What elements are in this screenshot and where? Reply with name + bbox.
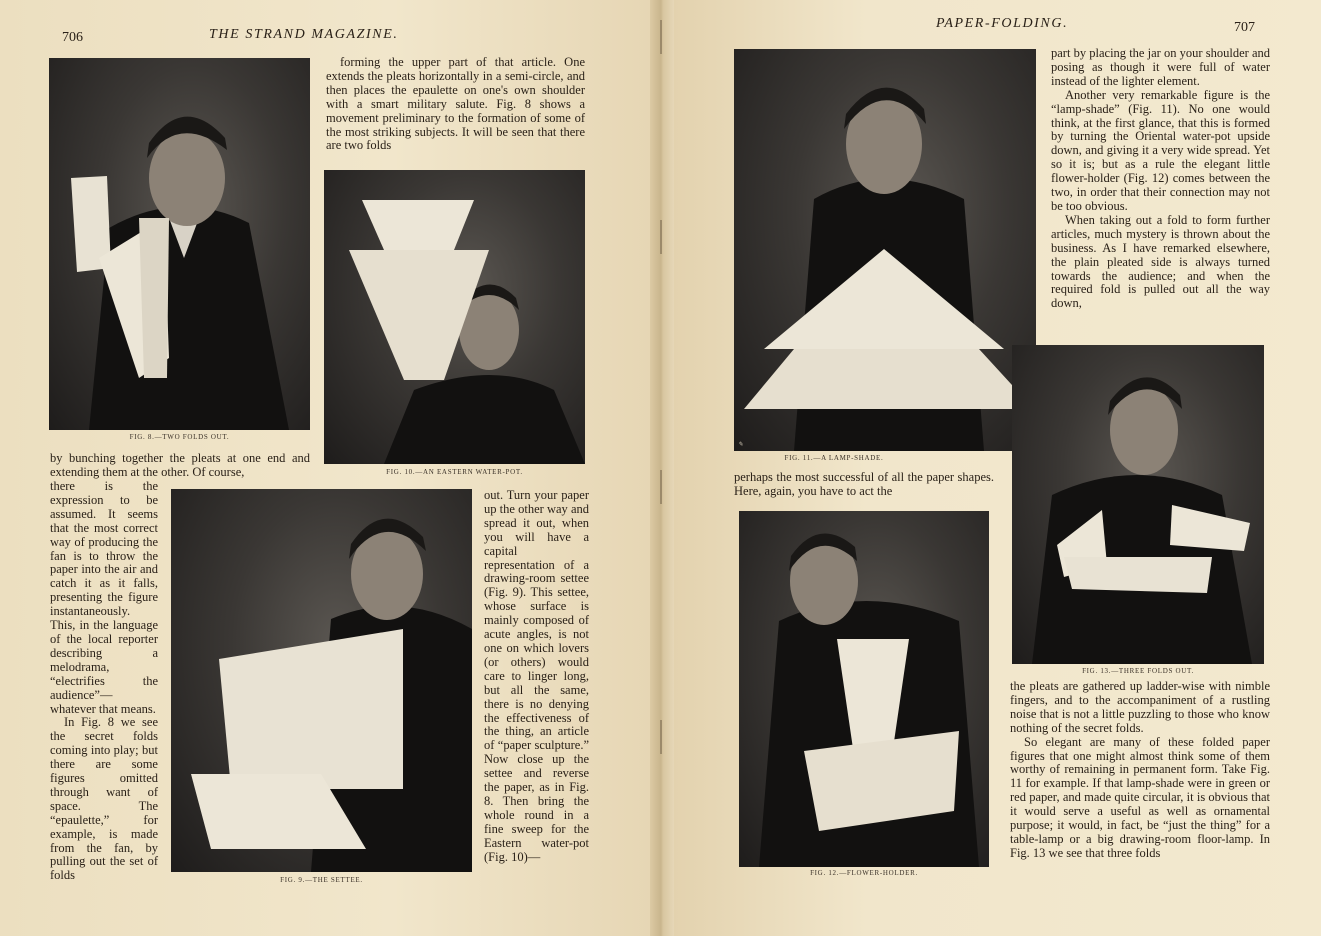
text-column xyxy=(1010,680,1270,861)
figure-10-illustration xyxy=(324,170,585,464)
running-head: THE STRAND MAGAZINE. xyxy=(209,27,399,42)
figure-13-illustration xyxy=(1012,345,1264,664)
paragraph: perhaps the most successful of all the paper shapes. Here, again, you have to act the xyxy=(734,470,994,498)
text-column xyxy=(326,56,585,153)
running-head: PAPER-FOLDING. xyxy=(936,16,1069,31)
figure-11-photo xyxy=(734,49,1036,451)
paragraph: In Fig. 8 we see the secret folds coming into play; but there are some figures omitted through want of space. The “epaulette,” for example, is made from the fan, by pulling out the set of folds xyxy=(50,715,158,883)
page-number: 706 xyxy=(62,30,83,45)
paragraph: the pleats are gathered up ladder-wise with nimble fingers, and to the accompaniment of a rustling noise that is not a little puzzling to those who know nothing of the secret folds. xyxy=(1010,679,1270,735)
paragraph: Another very remarkable figure is the “lamp-shade” (Fig. 11). No one would think, at the first glance, that this is formed by turning the Oriental water-pot upside down, and giving it a very wide spread. Yet so it is; but as a rule the elegant little flower-holder (Fig. 12) comes between the two, in order that their connection may not be too obvious. xyxy=(1051,87,1270,213)
page-number: 707 xyxy=(1234,20,1255,35)
binding-stitch xyxy=(660,470,662,504)
text-column xyxy=(1051,47,1270,311)
paragraph: forming the upper part of that article. One extends the pleats horizontally in a semi-circle, and then places the epaulette on one's own shoulder with a smart military salute. Fig. 8 shows a movement preliminary to the formation of some of the most striking subjects. It will be seen that there are two folds xyxy=(326,55,585,153)
text-column xyxy=(50,480,158,883)
figure-11-illustration xyxy=(734,49,1036,451)
book-gutter xyxy=(650,0,674,936)
binding-stitch xyxy=(660,20,662,54)
figure-10-photo xyxy=(324,170,585,464)
paragraph: there is the expression to be assumed. It seems that the most correct way of producing the fan is to throw the paper into the air and catch it as it falls, presenting the figure instantaneously. This, in the language of the local reporter describing a melodrama, “electrifies the audience”—whatever that means. xyxy=(50,479,158,716)
paragraph: When taking out a fold to form further articles, much mystery is thrown about the business. As I have remarked elsewhere, the plain pleated side is always turned towards the audience; and when the required fold is pulled out all the way down, xyxy=(1051,212,1270,311)
paragraph: So elegant are many of these folded paper figures that one might almost think some of them worthy of remaining in permanent form. Take Fig. 11 for example. If that lamp-shade were in green or red paper, and made quite circular, it is obvious that it would serve a useful as well as ornamental purpose; it would, in fact, be “just the thing” for a table-lamp or a big drawing-room floor-lamp. In Fig. 13 we see that three folds xyxy=(1010,734,1270,860)
binding-stitch xyxy=(660,220,662,254)
figure-13-photo xyxy=(1012,345,1264,664)
binding-stitch xyxy=(660,720,662,754)
paragraph: out. Turn your paper up the other way and spread it out, when you will have a capital representation of a drawing-room settee (Fig. 9). This settee, whose surface is mainly composed of acute angles, is not one on which lovers (or others) would care to linger long, but all the same, there is no denying the effectiveness of the thing, an article of “paper sculpture.” Now close up the settee and reverse the paper, as in Fig. 8. Then bring the whole round in a fine sweep for the Eastern water-pot (Fig. 10)— xyxy=(484,488,589,864)
figure-12-photo xyxy=(739,511,989,867)
figure-8-photo xyxy=(49,58,310,430)
figure-caption: FIG. 9.—THE SETTEE. xyxy=(280,876,363,884)
figure-9-photo xyxy=(171,489,472,872)
figure-caption: FIG. 10.—AN EASTERN WATER-POT. xyxy=(386,468,523,476)
figure-8-illustration xyxy=(49,58,310,430)
text-column xyxy=(484,489,589,864)
paragraph: part by placing the jar on your shoulder and posing as though it were full of water instead of the lighter element. xyxy=(1051,46,1270,88)
photo-credit-mark: ✎ xyxy=(738,442,744,448)
figure-caption: FIG. 11.—A LAMP-SHADE. xyxy=(784,454,884,462)
figure-12-illustration xyxy=(739,511,989,867)
text-column xyxy=(50,452,310,480)
figure-caption: FIG. 12.—FLOWER-HOLDER. xyxy=(810,869,918,877)
figure-caption: FIG. 13.—THREE FOLDS OUT. xyxy=(1082,667,1194,675)
text-column xyxy=(734,471,994,499)
figure-9-illustration xyxy=(171,489,472,872)
paragraph: by bunching together the pleats at one end and extending them at the other. Of course, xyxy=(50,451,310,479)
figure-caption: FIG. 8.—TWO FOLDS OUT. xyxy=(129,433,230,441)
